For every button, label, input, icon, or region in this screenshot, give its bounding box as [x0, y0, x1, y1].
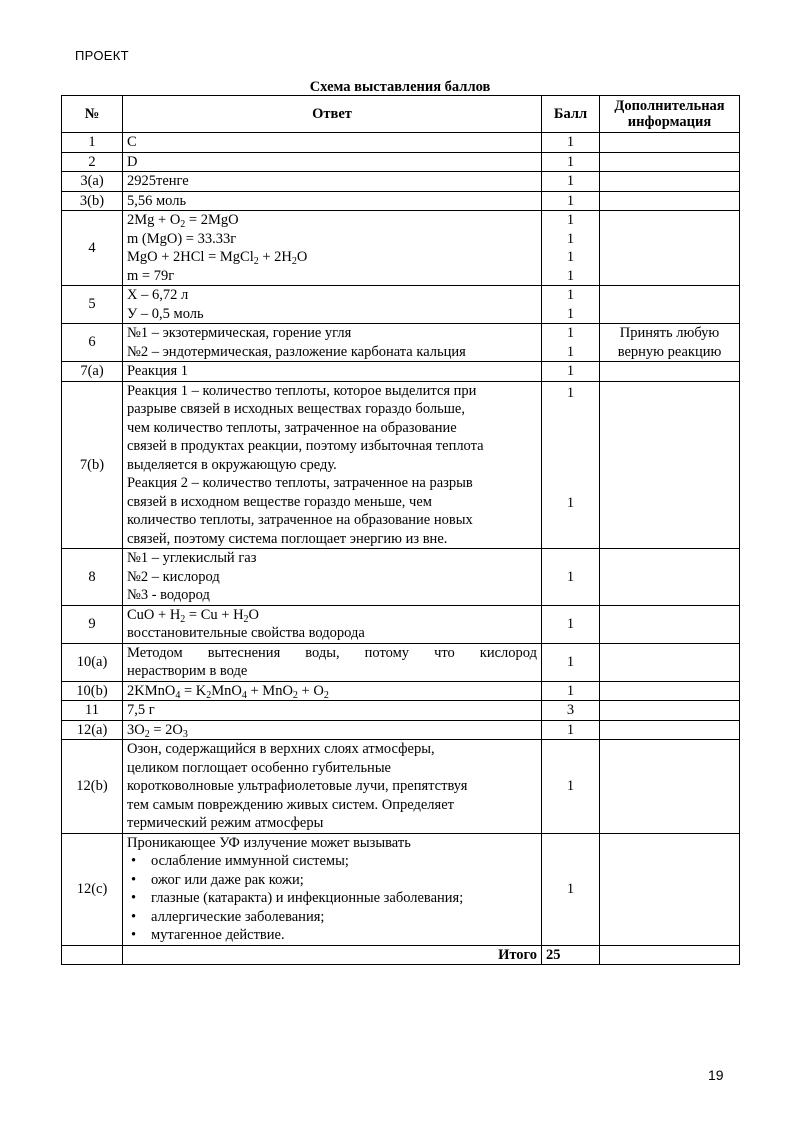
points-cell	[542, 740, 600, 834]
info-cell	[600, 152, 740, 172]
answer-cell	[123, 833, 542, 945]
answer-line: 5,56 моль	[127, 192, 187, 209]
points-value: 1	[566, 173, 575, 189]
answer-line: Реакция 2 – количество теплоты, затраченное на разрыв	[127, 475, 473, 491]
header-info: Дополнительная информация	[600, 96, 740, 133]
document-title: Схема выставления баллов	[309, 79, 491, 95]
points-cell	[542, 211, 600, 286]
info-cell	[600, 211, 740, 286]
table-body	[62, 133, 740, 946]
answer-line: У – 0,5 моль	[127, 305, 204, 322]
page-number: 19	[708, 1067, 724, 1083]
answer-cell	[123, 133, 542, 153]
points-value: 1	[566, 682, 575, 699]
points-cell	[542, 381, 600, 549]
row-number: 3(b)	[62, 191, 123, 211]
row-number: 4	[62, 211, 123, 286]
points-value: 1	[566, 343, 575, 360]
total-empty-cell	[62, 945, 123, 965]
points-value: 1	[566, 230, 575, 247]
points-cell	[542, 643, 600, 681]
points-cell	[542, 191, 600, 211]
answer-line: MgO + 2HCl = MgCl$_2$ + $2H_2O$	[127, 249, 308, 267]
answer-line: m (MgO) = 33.33г	[127, 230, 237, 247]
answer-line: 2KMnO$_4$ = $K_2MnO_4 + MnO_2 + O_2$	[127, 682, 329, 701]
points-value: 1	[566, 267, 575, 284]
answer-line: восстановительные свойства водорода	[127, 625, 365, 641]
points-cell	[542, 701, 600, 721]
points-value: 1	[566, 305, 575, 322]
table-row	[62, 324, 740, 362]
table-row	[62, 549, 740, 606]
table-row	[62, 720, 740, 740]
row-number: 12(a)	[62, 720, 123, 740]
points-value: 1	[566, 568, 575, 585]
points-cell	[542, 172, 600, 192]
points-value: 1	[566, 363, 575, 379]
points-cell	[542, 133, 600, 153]
answer-line: Проникающее УФ излучение может вызывать	[127, 834, 411, 851]
answer-line: m = 79г	[127, 267, 175, 284]
answer-line: №2 – эндотермическая, разложение карбоната кальция	[127, 343, 466, 360]
effects-list	[127, 852, 537, 945]
answer-line: Реакция 1	[127, 363, 189, 379]
info-cell: Принять любую верную реакцию	[600, 324, 740, 362]
points-cell	[542, 833, 600, 945]
answer-cell	[123, 324, 542, 362]
row-number: 3(a)	[62, 172, 123, 192]
points-cell	[542, 720, 600, 740]
points-cell	[542, 362, 600, 382]
points-value: 1	[566, 384, 575, 401]
row-number: 1	[62, 133, 123, 153]
info-cell	[600, 362, 740, 382]
points-value: 1	[566, 325, 575, 341]
list-item: • ожог или даже рак кожи;	[151, 871, 537, 890]
answer-cell	[123, 605, 542, 643]
table-row	[62, 833, 740, 945]
answer-cell	[123, 643, 542, 681]
answer-line: количество теплоты, затраченное на образование новых	[127, 512, 473, 528]
points-value: 1	[566, 495, 575, 511]
points-spacer	[546, 402, 595, 494]
answer-line: связей, поэтому система поглощает энергию из вне.	[127, 530, 448, 547]
row-number: 5	[62, 286, 123, 324]
total-info-cell	[600, 945, 740, 965]
total-value: 25	[542, 945, 600, 965]
row-number: 12(c)	[62, 833, 123, 945]
answer-line: Озон, содержащийся в верхних слоях атмосферы,	[127, 741, 435, 757]
header-num: №	[62, 96, 123, 133]
list-item: • аллергические заболевания;	[151, 908, 537, 927]
answer-cell	[123, 211, 542, 286]
answer-cell	[123, 549, 542, 606]
points-value: 1	[566, 778, 575, 794]
answer-line: №1 – углекислый газ	[127, 550, 257, 566]
answer-line: $3O_2 = 2O_3$	[127, 721, 188, 740]
points-value: 1	[566, 721, 575, 738]
answer-line: Реакция 1 – количество теплоты, которое выделится при	[127, 382, 477, 399]
points-cell	[542, 324, 600, 362]
table-row	[62, 740, 740, 834]
row-number: 7(a)	[62, 362, 123, 382]
answer-cell	[123, 172, 542, 192]
row-number: 7(b)	[62, 381, 123, 549]
info-cell	[600, 605, 740, 643]
answer-line: Методом вытеснения воды, потому что кислород	[127, 644, 537, 661]
scoring-table	[61, 95, 740, 965]
points-cell	[542, 549, 600, 606]
list-item: • глазные (катаракта) и инфекционные заболевания;	[151, 889, 537, 908]
points-value: 1	[566, 287, 575, 303]
answer-line: $2Mg + O_2 = 2MgO$	[127, 212, 239, 230]
answer-line: коротковолновые ультрафиолетовые лучи, препятствуя	[127, 778, 468, 794]
header-answer: Ответ	[123, 96, 542, 133]
info-cell	[600, 286, 740, 324]
points-value: 1	[566, 153, 575, 170]
answer-cell	[123, 740, 542, 834]
points-cell	[542, 605, 600, 643]
row-number: 8	[62, 549, 123, 606]
points-value: 1	[566, 615, 575, 632]
answer-cell	[123, 720, 542, 740]
header-points: Балл	[542, 96, 600, 133]
table-row	[62, 286, 740, 324]
row-number: 10(b)	[62, 681, 123, 701]
answer-cell	[123, 152, 542, 172]
table-row	[62, 643, 740, 681]
info-cell	[600, 172, 740, 192]
answer-cell	[123, 191, 542, 211]
info-cell	[600, 681, 740, 701]
row-number: 2	[62, 152, 123, 172]
table-row	[62, 172, 740, 192]
answer-line: тем самым повреждению живых систем. Определяет	[127, 796, 454, 813]
answer-line: C	[127, 134, 137, 150]
info-cell	[600, 833, 740, 945]
info-cell	[600, 133, 740, 153]
points-value: 1	[566, 249, 575, 265]
table-row	[62, 701, 740, 721]
list-item: • ослабление иммунной системы;	[151, 852, 537, 871]
answer-line: термический режим атмосферы	[127, 815, 324, 831]
total-row	[62, 945, 740, 965]
answer-line: связей в продуктах реакции, поэтому избыточная теплота	[127, 438, 484, 454]
answer-cell	[123, 681, 542, 701]
points-cell	[542, 286, 600, 324]
answer-line: 7,5 г	[127, 702, 155, 718]
info-cell	[600, 381, 740, 549]
total-label: Итого	[123, 945, 542, 965]
points-value: 1	[566, 192, 575, 209]
points-value: 1	[566, 212, 575, 228]
points-value: 1	[566, 653, 575, 670]
table-row	[62, 191, 740, 211]
list-item: • мутагенное действие.	[151, 926, 537, 945]
points-value: 1	[566, 134, 575, 150]
points-value: 1	[566, 880, 575, 897]
table-header-row	[62, 96, 740, 133]
table-row	[62, 362, 740, 382]
row-number: 9	[62, 605, 123, 643]
answer-line: №3 - водород	[127, 587, 210, 603]
answer-line: 2925тенге	[127, 173, 189, 189]
answer-cell	[123, 286, 542, 324]
table-row	[62, 211, 740, 286]
answer-line: связей в исходном веществе гораздо меньше, чем	[127, 493, 432, 510]
info-cell	[600, 643, 740, 681]
table-row	[62, 681, 740, 701]
info-cell	[600, 191, 740, 211]
points-value: 3	[566, 702, 575, 718]
row-number: 11	[62, 701, 123, 721]
info-cell	[600, 549, 740, 606]
info-cell	[600, 720, 740, 740]
answer-line: нерастворим в воде	[127, 663, 248, 679]
answer-cell	[123, 381, 542, 549]
answer-line: №2 – кислород	[127, 568, 220, 585]
row-number: 6	[62, 324, 123, 362]
answer-cell	[123, 362, 542, 382]
answer-line: целиком поглощает особенно губительные	[127, 759, 391, 776]
answer-line: X – 6,72 л	[127, 287, 189, 303]
answer-line: №1 – экзотермическая, горение угля	[127, 325, 352, 341]
answer-line: выделяется в окружающую среду.	[127, 456, 337, 473]
answer-line: разрыве связей в исходных веществах гораздо больше,	[127, 401, 465, 417]
row-number: 12(b)	[62, 740, 123, 834]
answer-line: D	[127, 153, 138, 170]
table-row	[62, 152, 740, 172]
answer-line: CuO + $H_2 = Cu + H_2O$	[127, 606, 260, 625]
info-cell	[600, 701, 740, 721]
draft-label: ПРОЕКТ	[75, 48, 129, 63]
points-cell	[542, 152, 600, 172]
row-number: 10(a)	[62, 643, 123, 681]
table-row	[62, 133, 740, 153]
answer-cell	[123, 701, 542, 721]
answer-line: чем количество теплоты, затраченное на образование	[127, 419, 457, 436]
table-row	[62, 605, 740, 643]
table-row	[62, 381, 740, 549]
points-cell	[542, 681, 600, 701]
info-cell	[600, 740, 740, 834]
